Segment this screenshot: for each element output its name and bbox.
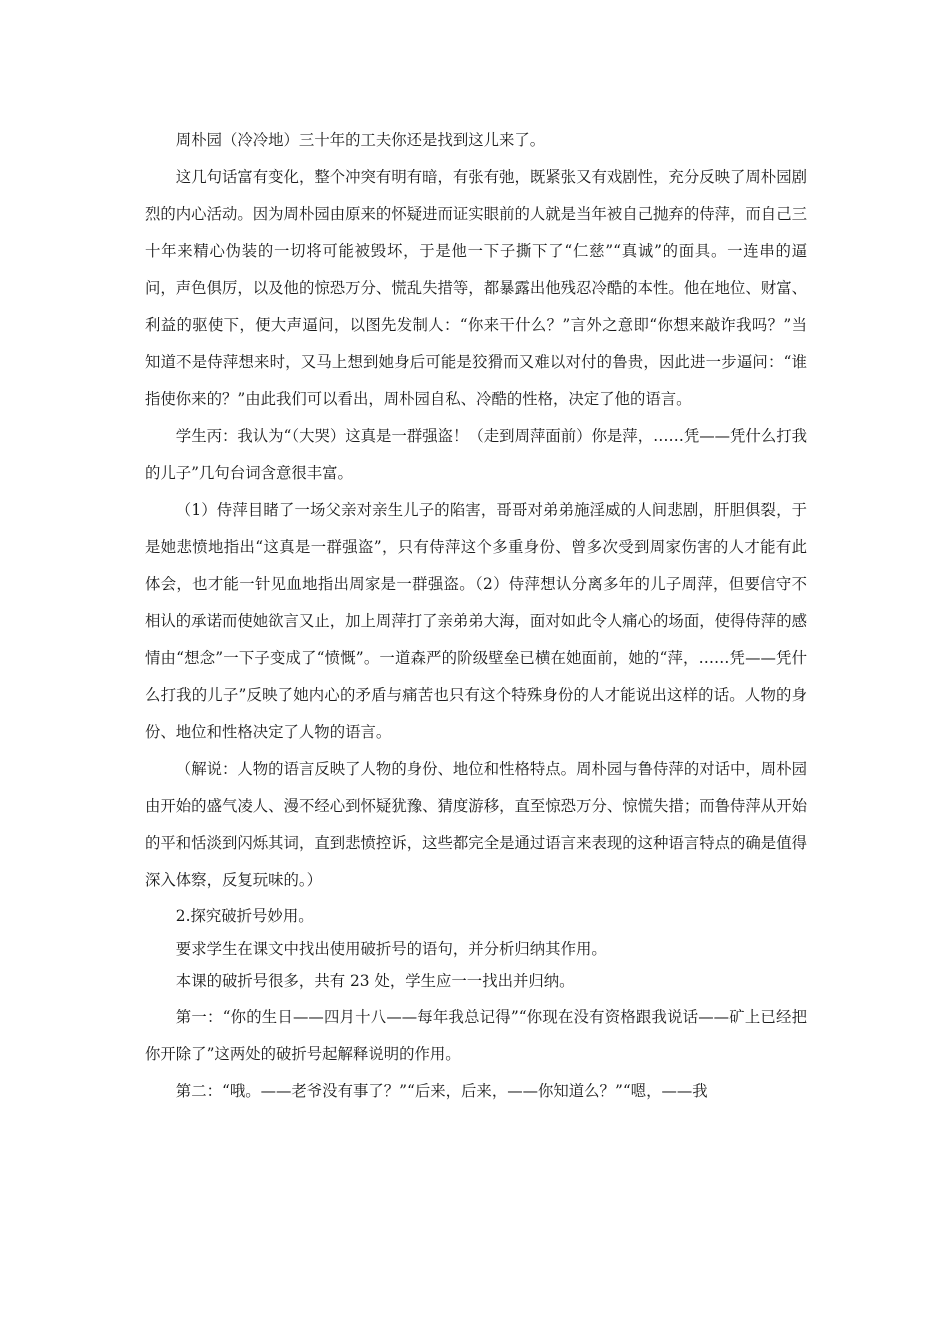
- paragraph-zhou-line: 周朴园（冷冷地）三十年的工夫你还是找到这儿来了。: [175, 131, 546, 149]
- paragraph-student-c: 学生丙：我认为“（大哭）这真是一群强盗！（走到周萍面前）你是萍，……凭——凭什么打我的儿子”几句台词含意很丰富。: [145, 427, 807, 482]
- paragraph-dash-count: 本课的破折号很多，共有 23 处，学生应一一找出并归纳。: [175, 972, 575, 990]
- paragraph-explanation: （解说：人物的语言反映了人物的身份、地位和性格特点。周朴园与鲁侍萍的对话中，周朴园由开始的盛气凌人、漫不经心到怀疑犹豫、猜度游移，直至惊恐万分、惊慌失措；而鲁侍萍从开始的平和恬淡到闪烁其词，直到悲愤控诉，这些都完全是通过语言来表现的这种语言特点的确是值得深入体察，反复玩味的。）: [145, 760, 807, 889]
- paragraph-dash-first: 第一：“你的生日——四月十八——每年我总记得”“你现在没有资格跟我说话——矿上已经把你开除了”这两处的破折号起解释说明的作用。: [145, 1007, 807, 1063]
- document-body: [145, 122, 807, 1110]
- paragraph-task-instruction: 要求学生在课文中找出使用破折号的语句，并分析归纳其作用。: [175, 939, 607, 958]
- paragraph-analysis-zhou: 这几句话富有变化，整个冲突有明有暗，有张有弛，既紧张又有戏剧性，充分反映了周朴园剧烈的内心活动。因为周朴园由原来的怀疑进而证实眼前的人就是当年被自己抛弃的侍萍，而自己三十年来精心伪装的一切将可能被毁坏，于是他一下子撕下了“仁慈”“真诚”的面具。一连串的逼问，声色俱厉，以及他的惊恐万分、慌乱失措等，都暴露出他残忍冷酷的本性。他在地位、财富、利益的驱使下，便大声逼问，以图先发制人：“你来干什么？”言外之意即“你想来敲诈我吗？”当知道不是侍萍想来时，又马上想到她身后可能是狡猾而又难以对付的鲁贵，因此进一步逼问：“谁指使你来的？”由此我们可以看出，周朴园自私、冷酷的性格，决定了他的语言。: [145, 168, 807, 408]
- section-heading-dash-usage: 2.探究破折号妙用。: [175, 907, 314, 925]
- paragraph-shiping-analysis: （1）侍萍目睹了一场父亲对亲生儿子的陷害，哥哥对弟弟施淫威的人间悲剧，肝胆俱裂，于是她悲愤地指出“这真是一群强盗”，只有侍萍这个多重身份、曾多次受到周家伤害的人才能有此体会，也才能一针见血地指出周家是一群强盗。（2）侍萍想认分离多年的儿子周萍，但要信守不相认的承诺而使她欲言又止，加上周萍打了亲弟弟大海，面对如此令人痛心的场面，使得侍萍的感情由“想念”一下子变成了“愤慨”。一道森严的阶级壁垒已横在她面前，她的“萍，……凭——凭什么打我的儿子”反映了她内心的矛盾与痛苦也只有这个特殊身份的人才能说出这样的话。人物的身份、地位和性格决定了人物的语言。: [145, 501, 807, 741]
- paragraph-dash-second: 第二：“哦。——老爷没有事了？”“后来，后来，——你知道么？”“嗯，——我: [175, 1081, 708, 1100]
